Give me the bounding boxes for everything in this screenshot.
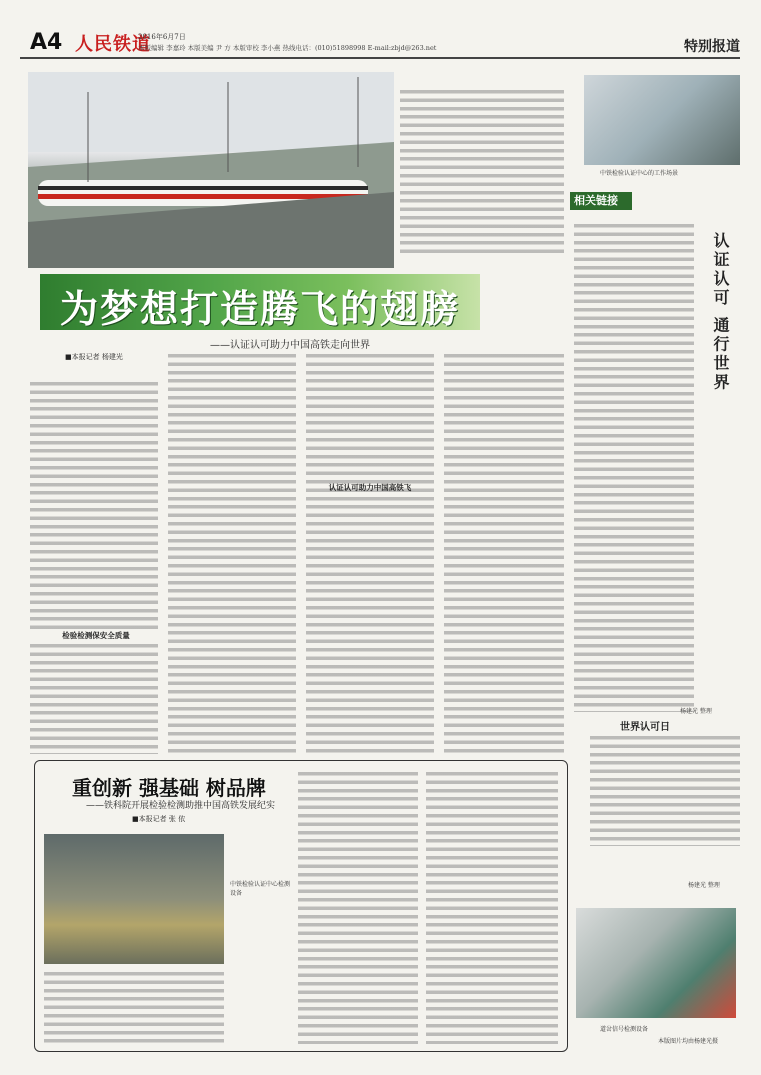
bottom-photo-caption: 道岔信号检测设备 bbox=[600, 1026, 649, 1033]
sidebar-signoff: 杨建光 整理 bbox=[680, 708, 712, 715]
issue-date: 2016年6月7日 bbox=[138, 33, 186, 41]
section-name: 特别报道 bbox=[684, 39, 740, 55]
related-links-tag: 相关链接 bbox=[570, 192, 632, 210]
paper-logo: 人民铁道 bbox=[75, 34, 151, 55]
world-accreditation-day-head: 世界认可日 bbox=[620, 722, 670, 733]
inspection-center-photo bbox=[584, 75, 740, 165]
lead-subhead-3: 认证认可助力中国高铁飞 bbox=[328, 483, 412, 492]
header-rule bbox=[20, 57, 740, 59]
sidebar-text bbox=[574, 222, 694, 712]
related-links-sidebar bbox=[570, 192, 742, 1032]
world-day-signoff: 杨建光 整理 bbox=[688, 882, 720, 889]
lead-column-1b bbox=[30, 642, 158, 754]
second-article-subtitle: ——铁科院开展检验检测助推中国高铁发展纪实 bbox=[86, 801, 276, 811]
page-header bbox=[20, 28, 740, 56]
page-number: A4 bbox=[30, 30, 63, 55]
lead-column-4 bbox=[444, 352, 564, 754]
second-column-1 bbox=[44, 970, 224, 1044]
lead-column-3 bbox=[306, 352, 434, 754]
sidebar-vertical-title: 认证认可 通行世界 bbox=[711, 232, 730, 393]
edit-credits: 本版编辑 李嘉玲 本版美编 尹 方 本版审校 李小燕 热线电话：(010)51898998 E-mail:zbjd@263.net bbox=[138, 44, 437, 52]
second-column-3 bbox=[426, 770, 558, 1044]
lead-subhead-1: 检验检测保安全质量 bbox=[62, 631, 130, 640]
lead-column-1 bbox=[30, 380, 158, 630]
lead-title: 为梦想打造腾飞的翅膀 bbox=[60, 287, 461, 331]
lead-column-2 bbox=[168, 352, 296, 754]
second-column-2 bbox=[298, 770, 418, 1044]
lead-byline: ■本报记者 杨建光 bbox=[65, 353, 123, 361]
testing-equipment-photo bbox=[44, 834, 224, 964]
second-article-title: 重创新 强基础 树品牌 bbox=[72, 776, 266, 800]
world-day-text bbox=[590, 734, 740, 846]
train-photo bbox=[28, 72, 394, 268]
switch-signal-equipment-photo bbox=[576, 908, 736, 1018]
photo-credit: 本版图片均由杨建光摄 bbox=[658, 1038, 719, 1045]
lead-subtitle: ——认证认可助力中国高铁走向世界 bbox=[210, 340, 370, 351]
train-illustration bbox=[28, 72, 394, 268]
second-photo-caption: 中铁检验认证中心检测设备 bbox=[230, 881, 291, 897]
intro-text-block bbox=[400, 88, 564, 256]
second-article-byline: ■本报记者 张 依 bbox=[132, 815, 186, 823]
top-photo-caption: 中铁检验认证中心的工作场景 bbox=[600, 170, 679, 177]
